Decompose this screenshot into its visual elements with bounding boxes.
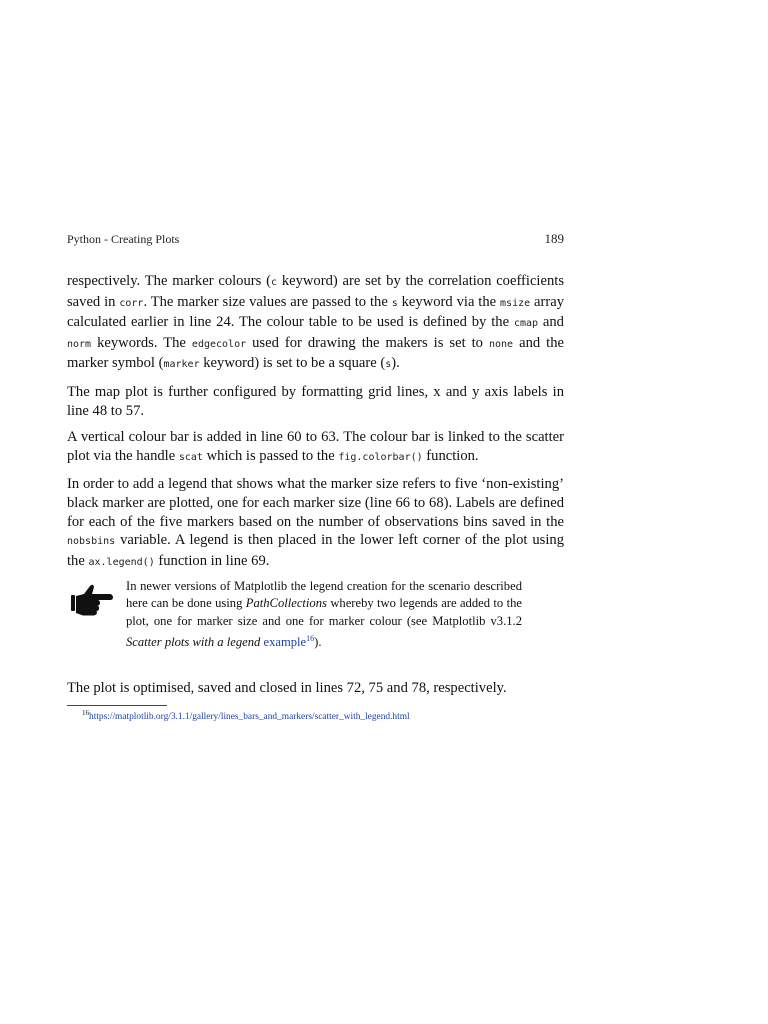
code-s: s (391, 297, 398, 309)
paragraph-marker-settings: respectively. The marker colours (c keyword) are set by the correlation coefficients saved in corr. The marker size values are passed to the s keyword via the msize array calculated earlier in line 24. The colour table to be used is defined by the cmap and norm keywords. The edgecolor used for drawing the makers is set to none and the marker symbol (marker keyword) is set to be a square (s). (67, 273, 564, 372)
code-cmap: cmap (513, 318, 539, 330)
code-msize: msize (500, 297, 531, 309)
example-link[interactable]: example (263, 635, 307, 650)
header-title: Python - Creating Plots (67, 232, 180, 246)
tip-box (70, 578, 522, 652)
code-norm: norm (67, 338, 92, 350)
paragraph-map-plot: The map plot is further configured by formatting grid lines, x and y axis labels in line 48 to 57. (67, 383, 564, 419)
code-scat: scat (178, 451, 203, 463)
code-fig-colorbar: fig.colorbar() (338, 451, 423, 463)
emphasis-scatter-title: Scatter plots with a legend (126, 635, 261, 650)
footnote-number: 16 (82, 709, 89, 717)
code-marker: marker (163, 359, 200, 371)
footnote-marker[interactable]: 16 (306, 634, 315, 644)
footnote-divider (67, 705, 167, 706)
pointing-hand-icon (70, 583, 114, 619)
footnote-url-link[interactable]: https://matplotlib.org/3.1.1/gallery/lines_bars_and_markers/scatter_with_legend.html (89, 712, 410, 723)
code-nobsbins: nobsbins (67, 536, 116, 548)
tip-text: In newer versions of Matplotlib the legend creation for the scenario described here can be done using PathCollections whereby two legends are added to the plot, one for marker size and one for marker colour (see Matplotlib v3.1.2 Scatter plots with a legend example$^{16}$). (126, 579, 523, 650)
code-square-s: s (385, 359, 392, 371)
paragraph-legend: In order to add a legend that shows what the marker size refers to five ‘non-existing’ black marker are plotted, one for each marker size (line 66 to 68). Labels are defined for each of the five markers based on the number of observations bins saved in the nobsbins variable. A legend is then placed in the lower left corner of the plot using the ax.legend() function in line 69. (67, 476, 564, 569)
code-corr: corr (119, 297, 144, 309)
paragraph-closing: The plot is optimised, saved and closed in lines 72, 75 and 78, respectively. (67, 680, 507, 696)
body-text (67, 272, 564, 580)
code-edgecolor: edgecolor (191, 338, 247, 350)
code-c: c (270, 277, 278, 288)
code-ax-legend: ax.legend() (88, 556, 155, 568)
code-none: none (489, 338, 514, 350)
paragraph-colour-bar: A vertical colour bar is added in line 60 to 63. The colour bar is linked to the scatter plot via the handle scat which is passed to the fig.colorbar() function. (67, 429, 564, 464)
emphasis-pathcollections: PathCollections (245, 596, 327, 611)
running-header (67, 231, 564, 247)
footnote (82, 707, 562, 723)
page-number: 189 (544, 231, 564, 246)
